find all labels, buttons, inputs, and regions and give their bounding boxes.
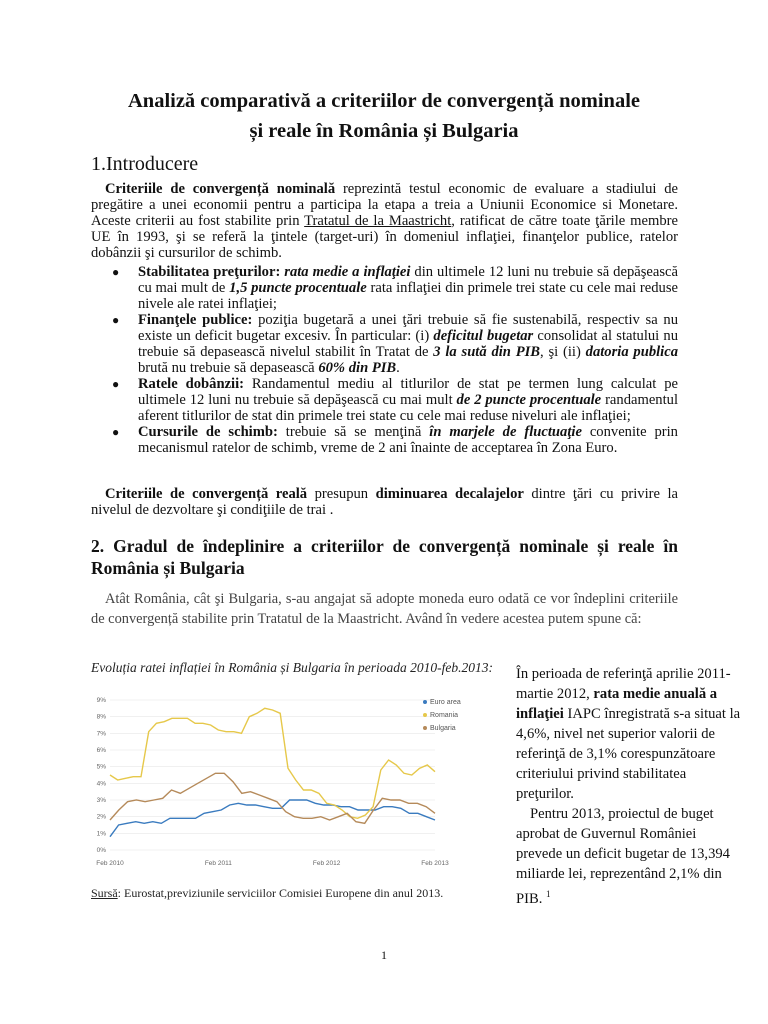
emphasis: rata medie anuală a inflaţiei (516, 686, 718, 722)
legend-marker (423, 700, 427, 704)
side-text: IAPC înregistrată s-a situat la 4,6%, nivel net superior valorii de referinţă de 3,1% corespunzătoare criteriului privind stabilitatea preţurilor. (516, 706, 741, 802)
series-line-bulgaria (110, 773, 435, 823)
list-item-text: Randamentul mediu al titlurilor de stat pe termen lung calculat pe ultimele 12 luni nu trebuie să depăşească cu mai mult (138, 376, 678, 408)
legend-label: Romania (430, 712, 459, 719)
y-tick-label: 2% (96, 813, 106, 821)
paragraph-text: Atât România, cât şi Bulgaria, s-au angajat să adopte moneda euro odată ce vor îndeplini criteriile de convergență stabilite prin Tratatul de la Maastricht. Având în vedere acestea putem spune că: (91, 591, 678, 627)
list-item-text: poziţia bugetară a unei ţări trebuie să fie sustenabilă, respectiv sa nu existe un deficit bugetar excesiv. În particular: (i) (138, 312, 679, 344)
list-item-text: convenite prin mecanismul ratelor de schimb, vreme de 2 ani înainte de acceptarea în Zona Euro. (138, 424, 678, 456)
paragraph-lead: Criteriile de convergență reală (105, 486, 308, 502)
list-item (110, 264, 678, 312)
x-tick-label: Feb 2012 (312, 860, 341, 867)
title-line-2: și reale în România și Bulgaria (249, 120, 519, 142)
legend-label: Euro area (430, 699, 461, 706)
emphasis: rata medie a inflaţiei (284, 264, 411, 280)
emphasis: datoria publica (585, 344, 679, 360)
list-item-text: consolidat al statului nu trebuie să depasească nivelul stabilit în Tratat de (138, 328, 678, 360)
emphasis: 1,5 puncte procentuale (229, 280, 367, 296)
side-text: Pentru 2013, proiectul de buget aprobat de Guvernul României prevede un deficit bugetar de 13,394 miliarde lei, reprezentând 2,1% din PIB. (516, 806, 730, 907)
emphasis: 60% din PIB (318, 360, 397, 376)
source-text: : Eurostat,previziunile serviciilor Comisiei Europene din anul 2013. (117, 886, 444, 900)
emphasis: 3 la sută din PIB (433, 344, 541, 360)
list-item (110, 376, 678, 424)
y-tick-label: 3% (96, 797, 106, 804)
list-item (110, 424, 678, 456)
emphasis: deficitul bugetar (433, 328, 534, 344)
list-item-lead: Finanţele publice: (138, 312, 253, 328)
side-paragraph-inflatie (516, 664, 744, 804)
paragraph-text: reprezintă testul economic de evaluare a stadiului de pregătire a unei economii pentru a participa la etapa a treia a Uniunii Economice si Monetare. Aceste criterii au fost stabilite prin (91, 181, 679, 229)
x-tick-label: Feb 2013 (421, 860, 449, 867)
list-item-text: . (396, 360, 400, 376)
list-item-lead: Ratele dobânzii: (138, 376, 245, 392)
maastricht-link[interactable]: Tratatul de la Maastricht (304, 213, 452, 229)
list-item-text: brută nu trebuie să depasească (138, 360, 319, 376)
y-tick-label: 5% (96, 763, 106, 771)
paragraph-text: dintre ţări cu privire la nivelul de dezvoltare şi condiţiile de trai . (91, 486, 678, 518)
footnote-reference[interactable]: 1 (546, 889, 551, 899)
list-item-text: rata inflaţiei din primele trei state cu cele mai reduse nivele ale ratei inflaţiei; (138, 280, 678, 312)
emphasis: în marjele de fluctuaţie (429, 424, 582, 440)
series-line-euro-area (110, 800, 435, 837)
list-item-text: din ultimele 12 luni nu trebuie să depăşească cu mai mult de (138, 264, 678, 296)
page-number: 1 (381, 948, 387, 962)
legend-marker (423, 726, 427, 730)
bullet-icon: ● (112, 425, 120, 439)
bullet-icon: ● (112, 377, 120, 391)
emphasis: diminuarea decalajelor (375, 486, 524, 502)
series-line-romania (110, 708, 435, 818)
chart-source (91, 886, 443, 901)
emphasis: de 2 puncte procentuale (456, 392, 602, 408)
paragraph-convergenta-reala (91, 486, 678, 518)
legend-marker (423, 713, 427, 717)
list-item (110, 312, 678, 376)
x-tick-label: Feb 2011 (204, 860, 232, 867)
paragraph-convergenta-nominala (91, 181, 678, 261)
section-heading-grad-indeplinire: 2. Gradul de îndeplinire a criteriilor de convergență nominale și reale în România și Bulgaria (91, 536, 678, 578)
paragraph-text: , ratificat de către toate ţările membre UE în 1993, şi se referă la ţintele (target-uri) în domeniul inflaţiei, finanţelor publice, ratelor dobânzii şi cursurilor de schimb. (91, 213, 678, 261)
side-paragraph-buget (516, 804, 744, 909)
criteria-list (110, 264, 678, 456)
list-item-text: , şi (ii) (540, 344, 586, 360)
list-item-lead: Cursurile de schimb: (138, 424, 278, 440)
y-tick-label: 7% (96, 730, 106, 738)
y-tick-label: 4% (96, 780, 106, 788)
y-tick-label: 1% (96, 830, 106, 838)
legend-label: Bulgaria (430, 725, 456, 732)
y-tick-label: 8% (96, 713, 106, 721)
paragraph-lead: Criteriile de convergență nominală (105, 181, 336, 197)
chart-caption: Evoluția ratei inflației în România și Bulgaria în perioada 2010-feb.2013: (91, 660, 493, 675)
x-tick-label: Feb 2010 (96, 860, 124, 867)
side-text: În perioada de referinţă aprilie 2011- martie 2012, (516, 666, 731, 702)
list-item-text: randamentul aferent titlurilor de stat din primele trei state cu cele mai reduse niveluri ale inflaţiei; (138, 392, 679, 424)
y-tick-label: 9% (96, 697, 106, 704)
list-item-lead: Stabilitatea preţurilor: (138, 264, 281, 280)
section-heading-introducere: 1.Introducere (91, 153, 199, 175)
paragraph-angajament-euro (91, 589, 678, 629)
bullet-icon: ● (112, 265, 120, 279)
paragraph-text: presupun (307, 486, 376, 502)
inflation-line-chart (90, 688, 485, 878)
source-label: Sursă (91, 886, 118, 900)
y-tick-label: 0% (96, 847, 106, 854)
side-commentary (516, 664, 744, 909)
list-item-text: trebuie să se menţină (277, 424, 430, 440)
bullet-icon: ● (112, 313, 120, 327)
y-tick-label: 6% (96, 747, 106, 754)
document-title (80, 86, 688, 146)
title-line-1: Analiză comparativă a criteriilor de convergență nominale (127, 90, 641, 112)
